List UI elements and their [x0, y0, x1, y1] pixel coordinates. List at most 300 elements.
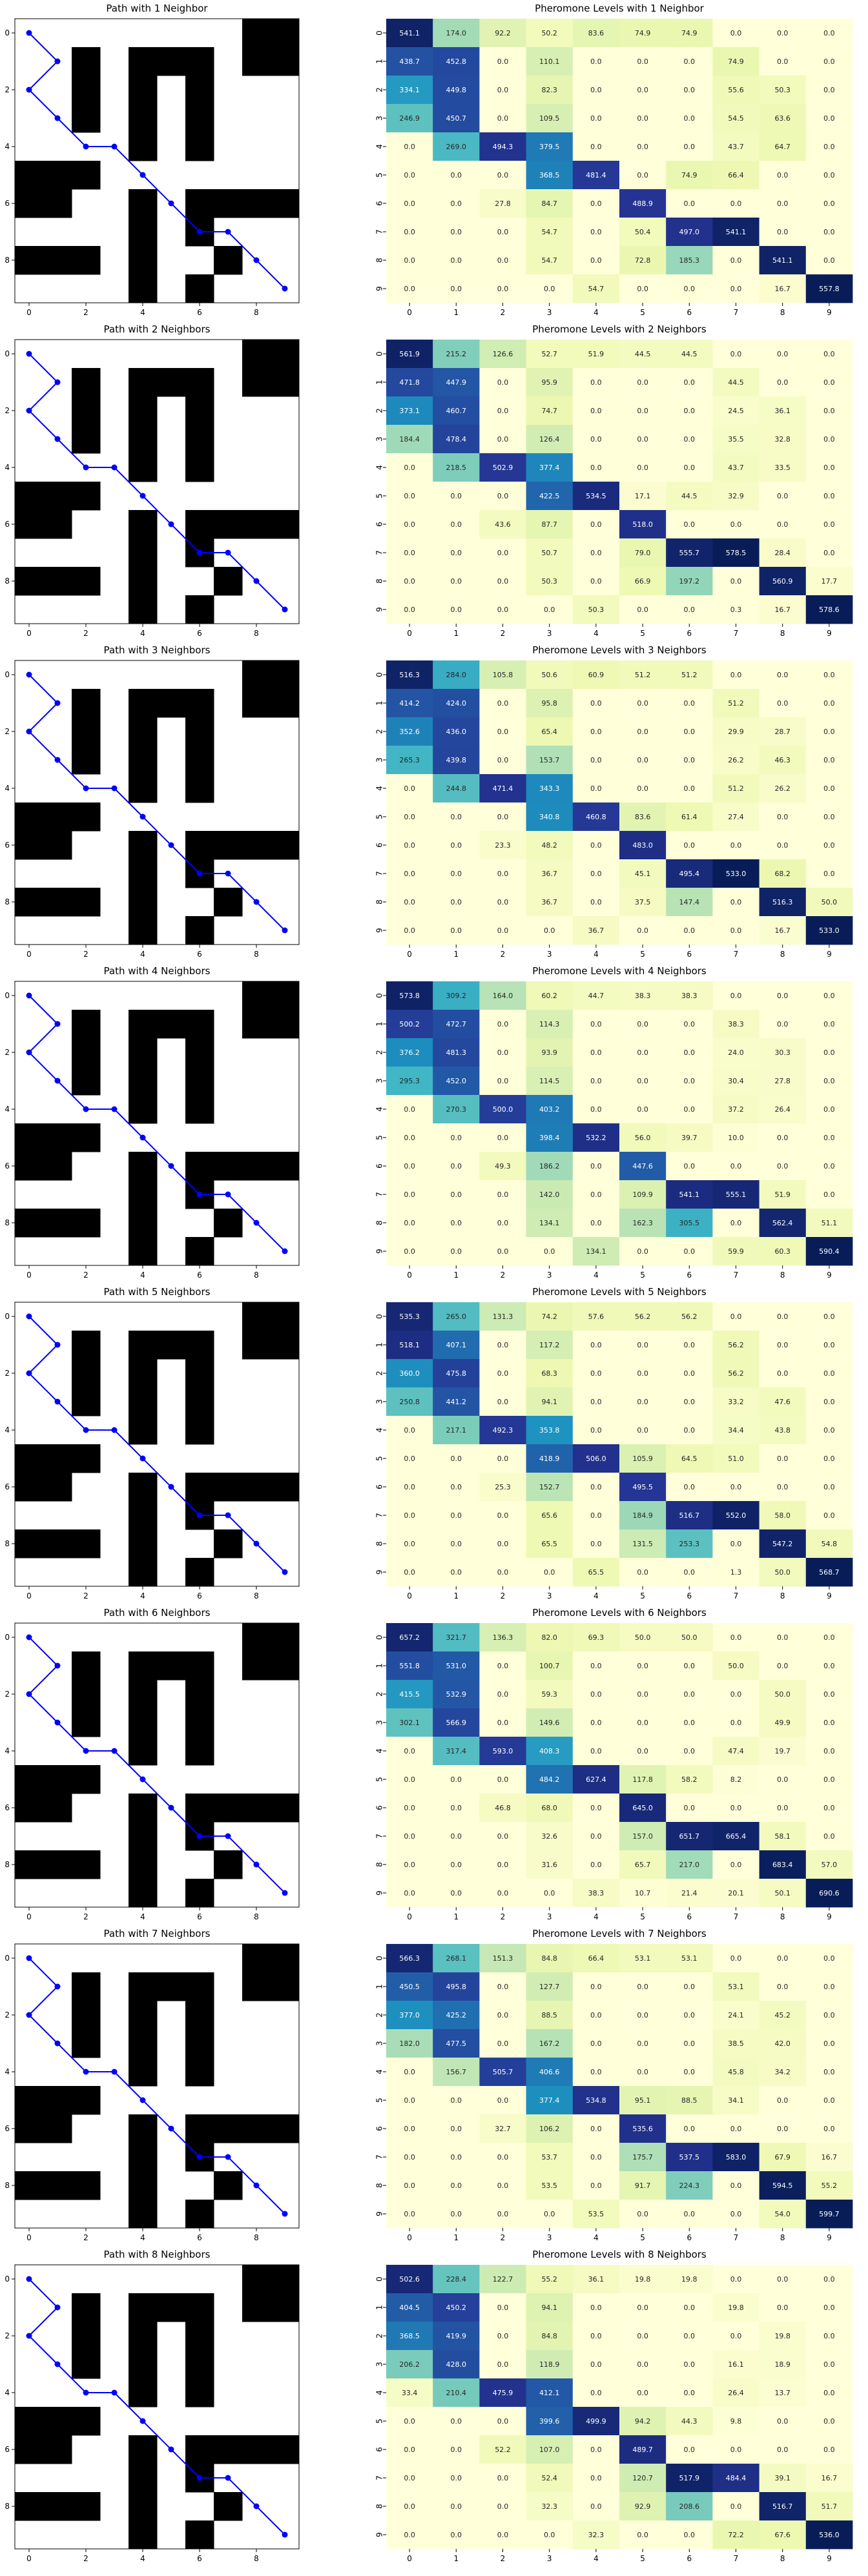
obstacle-cell: [271, 1010, 300, 1039]
heatmap-value-label: 42.0: [774, 2039, 790, 2048]
obstacle-cell: [185, 1237, 214, 1266]
heatmap-value-label: 52.7: [541, 350, 557, 358]
heatmap-value-label: 0.0: [497, 86, 509, 94]
obstacle-cell: [129, 538, 158, 567]
x-tick-label: 2: [500, 2233, 506, 2242]
heatmap-value-label: 182.0: [399, 2039, 420, 2048]
heatmap-value-label: 0.0: [823, 1775, 835, 1784]
path-point: [169, 1484, 174, 1490]
obstacle-cell: [271, 660, 300, 690]
heatmap-value-label: 0.0: [776, 813, 789, 821]
heatmap-value-label: 516.7: [772, 2502, 793, 2511]
heatmap-value-label: 0.0: [637, 2389, 648, 2397]
x-tick-label: 6: [687, 1591, 692, 1600]
y-tick-label: 2: [5, 2010, 10, 2019]
obstacle-cell: [72, 2086, 101, 2115]
heatmap-value-label: 0.0: [823, 1134, 835, 1142]
obstacle-cell: [185, 2001, 214, 2030]
y-tick-label: 7: [375, 871, 384, 876]
heatmap-value-label: 142.0: [539, 1191, 560, 1199]
x-tick-label: 5: [640, 308, 645, 317]
path-point: [26, 30, 32, 36]
path-plot: [5, 1928, 299, 2242]
heatmap-value-label: 131.3: [492, 1313, 513, 1321]
heatmap-value-label: 0.0: [590, 1341, 602, 1349]
heatmap-value-label: 541.1: [772, 256, 793, 265]
path-point: [26, 1371, 32, 1376]
heatmap-value-label: 0.0: [404, 1455, 415, 1463]
obstacle-cell: [214, 1794, 243, 1823]
path-point: [169, 843, 174, 848]
y-tick-label: 8: [375, 2183, 384, 2188]
heatmap-value-label: 53.1: [681, 1954, 698, 1963]
heatmap-value-label: 0.0: [637, 464, 648, 472]
x-tick-label: 4: [140, 1912, 145, 1921]
heatmap-value-label: 0.0: [590, 2474, 602, 2482]
obstacle-cell: [129, 1708, 158, 1737]
heatmap-value-label: 50.0: [681, 1633, 698, 1642]
heatmap-value-label: 0.0: [823, 407, 835, 415]
heatmap-value-label: 45.8: [728, 2068, 744, 2076]
path-point: [225, 1192, 231, 1198]
y-tick-label: 4: [375, 1748, 384, 1753]
heatmap-value-label: 1.3: [730, 1568, 742, 1577]
x-tick-label: 0: [26, 950, 32, 959]
heatmap-value-label: 17.1: [634, 492, 651, 500]
path-point: [197, 229, 203, 235]
heatmap-value-label: 16.7: [821, 2153, 838, 2162]
heatmap-value-label: 0.0: [683, 1568, 696, 1577]
heatmap-value-label: 0.0: [497, 1077, 509, 1085]
obstacle-cell: [271, 2114, 300, 2143]
heatmap-value-label: 0.0: [590, 1048, 602, 1057]
heatmap-value-label: 0.0: [404, 2474, 415, 2482]
y-tick-label: 3: [375, 1399, 384, 1404]
heatmap-value-label: 0.0: [823, 1804, 835, 1812]
heatmap-value-label: 532.9: [446, 1690, 467, 1699]
obstacle-cell: [15, 510, 44, 539]
path-point: [225, 871, 231, 877]
obstacle-cell: [185, 1737, 214, 1766]
y-tick-label: 6: [5, 2124, 10, 2133]
heatmap-value-label: 0.0: [450, 1775, 462, 1784]
heatmap-value-label: 0.0: [776, 992, 789, 1000]
obstacle-cell: [15, 1529, 44, 1559]
heatmap-value-label: 0.0: [543, 1889, 555, 1897]
heatmap-value-label: 0.0: [683, 926, 696, 935]
path-point: [197, 550, 203, 556]
y-tick-label: 3: [375, 2362, 384, 2367]
path-point: [55, 1021, 61, 1027]
obstacle-cell: [43, 567, 72, 596]
heatmap-value-label: 0.0: [590, 1398, 602, 1406]
heatmap-value-label: 0.0: [776, 1483, 789, 1491]
y-tick-label: 8: [5, 2502, 10, 2511]
y-tick-label: 1: [375, 1021, 384, 1027]
y-tick-label: 5: [375, 172, 384, 178]
heatmap-value-label: 0.0: [730, 2182, 742, 2190]
y-tick-label: 6: [5, 1161, 10, 1170]
heatmap-value-label: 414.2: [399, 699, 420, 708]
path-point: [140, 172, 146, 178]
heatmap-value-label: 353.8: [539, 1426, 560, 1435]
heatmap-value-label: 48.2: [541, 841, 557, 850]
heatmap-value-label: 0.0: [404, 1832, 415, 1841]
obstacle-cell: [242, 1623, 271, 1652]
path-plot-title: Path with 4 Neighbors: [103, 965, 211, 977]
heatmap-value-label: 9.8: [730, 2417, 742, 2426]
heatmap-value-label: 30.4: [728, 1077, 744, 1085]
obstacle-cell: [185, 2114, 214, 2143]
obstacle-cell: [129, 1558, 158, 1587]
heatmap-value-label: 0.0: [543, 1568, 555, 1577]
heatmap-value-label: 109.9: [632, 1191, 653, 1199]
path-point: [26, 408, 32, 414]
path-point: [55, 1399, 61, 1405]
heatmap-value-label: 88.5: [681, 2096, 698, 2105]
y-tick-label: 5: [375, 1135, 384, 1140]
obstacle-cell: [271, 189, 300, 218]
heatmap-value-label: 0.3: [730, 606, 742, 614]
heatmap-value-label: 534.8: [586, 2096, 606, 2105]
heatmap-value-label: 47.6: [774, 1398, 790, 1406]
heatmap-value-label: 0.0: [497, 699, 509, 708]
heatmap-value-label: 0.0: [497, 2502, 509, 2511]
heatmap-value-label: 532.2: [586, 1134, 606, 1142]
obstacle-cell: [185, 1152, 214, 1181]
x-tick-label: 9: [827, 308, 832, 317]
obstacle-cell: [129, 47, 158, 76]
heatmap-value-label: 0.0: [497, 728, 509, 736]
y-tick-label: 1: [375, 1663, 384, 1668]
heatmap-value-label: 0.0: [683, 1747, 696, 1755]
y-tick-label: 6: [375, 1484, 384, 1489]
heatmap-value-label: 406.6: [539, 2068, 560, 2076]
path-point: [197, 2154, 203, 2160]
heatmap-value-label: 0.0: [590, 378, 602, 387]
heatmap-value-label: 0.0: [823, 114, 835, 123]
heatmap-value-label: 83.6: [634, 813, 651, 821]
heatmap-value-label: 0.0: [730, 1690, 742, 1699]
heatmap-title: Pheromone Levels with 2 Neighbors: [532, 323, 707, 335]
heatmap-value-label: 535.3: [399, 1313, 420, 1321]
obstacle-cell: [43, 1473, 72, 1502]
heatmap-value-label: 447.6: [632, 1162, 653, 1170]
obstacle-cell: [129, 1359, 158, 1388]
heatmap-value-label: 0.0: [590, 756, 602, 764]
heatmap-value-label: 0.0: [730, 29, 742, 37]
heatmap-value-label: 0.0: [497, 606, 509, 614]
x-tick-label: 8: [780, 2233, 785, 2242]
heatmap-value-label: 0.0: [637, 1747, 648, 1755]
x-tick-label: 6: [687, 629, 692, 638]
heatmap-value-label: 19.8: [681, 2275, 698, 2284]
heatmap-value-label: 0.0: [823, 2332, 835, 2340]
obstacle-cell: [15, 482, 44, 511]
x-tick-label: 0: [26, 2554, 32, 2563]
obstacle-cell: [271, 1302, 300, 1331]
path-point: [112, 465, 118, 471]
heatmap-value-label: 627.4: [586, 1775, 606, 1784]
heatmap-value-label: 0.0: [823, 870, 835, 878]
path-plot-title: Path with 2 Neighbors: [103, 323, 211, 335]
obstacle-cell: [185, 1708, 214, 1737]
y-tick-label: 2: [5, 85, 10, 94]
heatmap-value-label: 0.0: [497, 1398, 509, 1406]
heatmap-value-label: 44.5: [681, 492, 698, 500]
heatmap-value-label: 0.0: [497, 114, 509, 123]
panel-7-neighbors: [5, 1928, 852, 2242]
heatmap-value-label: 114.3: [539, 1020, 560, 1028]
heatmap-value-label: 0.0: [730, 992, 742, 1000]
heatmap-value-label: 0.0: [637, 1247, 648, 1256]
heatmap-value-label: 175.7: [632, 2153, 653, 2162]
obstacle-cell: [43, 189, 72, 218]
heatmap-value-label: 412.1: [539, 2389, 560, 2397]
obstacle-cell: [129, 689, 158, 718]
obstacle-cell: [271, 1944, 300, 1973]
heatmap-value-label: 368.5: [399, 2332, 420, 2340]
heatmap-value-label: 495.4: [679, 870, 700, 878]
obstacle-cell: [72, 2293, 101, 2322]
heatmap-value-label: 0.0: [404, 228, 415, 236]
heatmap-value-label: 0.0: [404, 1483, 415, 1491]
obstacle-cell: [185, 132, 214, 161]
obstacle-cell: [129, 1152, 158, 1181]
x-tick-label: 4: [140, 950, 145, 959]
heatmap-value-label: 0.0: [543, 285, 555, 293]
obstacle-cell: [185, 1680, 214, 1709]
heatmap-value-label: 32.7: [495, 2125, 511, 2133]
obstacle-cell: [242, 1302, 271, 1331]
obstacle-cell: [72, 1038, 101, 1067]
heatmap-value-label: 0.0: [543, 926, 555, 935]
obstacle-cell: [242, 340, 271, 369]
obstacle-cell: [72, 2350, 101, 2379]
heatmap-value-label: 377.4: [539, 464, 560, 472]
path-point: [254, 578, 260, 584]
heatmap-value-label: 0.0: [683, 1077, 696, 1085]
path-point: [254, 899, 260, 905]
heatmap-value-label: 184.4: [399, 435, 420, 444]
heatmap-value-label: 0.0: [730, 1633, 742, 1642]
heatmap-value-label: 29.9: [728, 728, 744, 736]
obstacle-cell: [129, 510, 158, 539]
obstacle-cell: [129, 1822, 158, 1851]
heatmap-value-label: 0.0: [823, 86, 835, 94]
x-tick-label: 4: [140, 2554, 145, 2563]
heatmap-value-label: 0.0: [683, 86, 696, 94]
path-point: [83, 786, 89, 792]
y-tick-label: 2: [5, 727, 10, 736]
obstacle-cell: [185, 1038, 214, 1067]
heatmap-value-label: 0.0: [823, 1048, 835, 1057]
obstacle-cell: [129, 1501, 158, 1530]
x-tick-label: 8: [780, 629, 785, 638]
heatmap-value-label: 107.0: [539, 2446, 560, 2454]
heatmap-value-label: 0.0: [683, 2304, 696, 2312]
obstacle-cell: [43, 1123, 72, 1152]
heatmap-value-label: 265.3: [399, 756, 420, 764]
heatmap-value-label: 79.0: [634, 549, 651, 557]
heatmap-value-label: 32.6: [541, 1832, 557, 1841]
x-tick-label: 8: [780, 2554, 785, 2563]
heatmap-value-label: 0.0: [637, 1983, 648, 1991]
heatmap-value-label: 0.0: [404, 1219, 415, 1227]
heatmap-value-label: 0.0: [497, 378, 509, 387]
obstacle-cell: [214, 1152, 243, 1181]
obstacle-cell: [271, 1152, 300, 1181]
heatmap-value-label: 45.1: [634, 870, 651, 878]
heatmap-value-label: 105.9: [632, 1455, 653, 1463]
x-tick-label: 0: [407, 2233, 412, 2242]
obstacle-cell: [185, 1359, 214, 1388]
heatmap-value-label: 164.0: [492, 992, 513, 1000]
heatmap-value-label: 44.3: [681, 2417, 698, 2426]
heatmap-value-label: 665.4: [725, 1832, 747, 1841]
path-point: [282, 1249, 288, 1254]
heatmap-value-label: 0.0: [590, 870, 602, 878]
path-point: [140, 1777, 146, 1783]
heatmap-value-label: 72.8: [634, 256, 651, 265]
heatmap-value-label: 0.0: [683, 199, 696, 208]
heatmap-value-label: 0.0: [637, 1398, 648, 1406]
heatmap-value-label: 0.0: [404, 1775, 415, 1784]
heatmap-value-label: 0.0: [497, 2304, 509, 2312]
heatmap-value-label: 39.1: [774, 2474, 790, 2482]
heatmap-value-label: 19.8: [728, 2304, 744, 2312]
heatmap-value-label: 82.0: [541, 1633, 557, 1642]
heatmap-value-label: 0.0: [730, 1483, 742, 1491]
y-tick-label: 8: [375, 258, 384, 263]
path-point: [140, 1456, 146, 1462]
heatmap-value-label: 51.2: [634, 671, 651, 679]
path-point: [282, 2532, 288, 2538]
path-point: [26, 1314, 32, 1320]
heatmap-value-label: 0.0: [823, 2275, 835, 2284]
heatmap-value-label: 0.0: [823, 1398, 835, 1406]
x-tick-label: 6: [687, 1912, 692, 1921]
y-tick-label: 6: [5, 1482, 10, 1491]
heatmap-value-label: 87.7: [541, 520, 557, 529]
heatmap-value-label: 502.6: [399, 2275, 420, 2284]
path-point: [55, 59, 61, 65]
heatmap-value-label: 0.0: [683, 407, 696, 415]
heatmap-value-label: 0.0: [590, 2502, 602, 2511]
heatmap-value-label: 0.0: [404, 2182, 415, 2190]
heatmap-value-label: 0.0: [823, 29, 835, 37]
heatmap-value-label: 0.0: [637, 784, 648, 793]
y-tick-label: 9: [375, 1890, 384, 1896]
heatmap-value-label: 94.1: [541, 1398, 557, 1406]
obstacle-cell: [72, 1765, 101, 1794]
panel-3-neighbors: [5, 644, 852, 959]
heatmap-value-label: 0.0: [776, 671, 789, 679]
heatmap-value-label: 399.6: [539, 2417, 560, 2426]
heatmap-value-label: 334.1: [399, 86, 420, 94]
obstacle-cell: [72, 47, 101, 76]
path-point: [197, 2475, 203, 2481]
obstacle-cell: [157, 1010, 186, 1039]
heatmap-value-label: 0.0: [497, 256, 509, 265]
obstacle-cell: [271, 47, 300, 76]
obstacle-cell: [185, 1879, 214, 1908]
heatmap-value-label: 0.0: [730, 520, 742, 529]
obstacle-cell: [185, 1387, 214, 1416]
obstacle-cell: [72, 717, 101, 746]
heatmap-value-label: 578.6: [819, 606, 840, 614]
y-tick-label: 7: [375, 229, 384, 234]
heatmap-value-label: 32.3: [588, 2531, 604, 2539]
heatmap-value-label: 0.0: [776, 1020, 789, 1028]
heatmap-value-label: 43.7: [728, 143, 744, 151]
heatmap-value-label: 460.7: [446, 407, 467, 415]
heatmap-value-label: 408.3: [539, 1747, 560, 1755]
heatmap-value-label: 471.8: [399, 378, 420, 387]
path-point: [55, 2041, 61, 2047]
heatmap-value-label: 0.0: [590, 2360, 602, 2369]
heatmap-value-label: 17.7: [821, 577, 838, 586]
obstacle-cell: [157, 1331, 186, 1360]
heatmap-value-label: 84.8: [541, 1954, 557, 1963]
heatmap-value-label: 0.0: [683, 378, 696, 387]
path-point: [140, 2418, 146, 2424]
heatmap-value-label: 92.9: [634, 2502, 651, 2511]
heatmap-value-label: 377.4: [539, 2096, 560, 2105]
heatmap-value-label: 26.2: [774, 784, 790, 793]
heatmap-value-label: 562.4: [772, 1219, 793, 1227]
heatmap-value-label: 0.0: [590, 114, 602, 123]
heatmap-value-label: 489.7: [632, 2446, 653, 2454]
heatmap-value-label: 67.6: [774, 2531, 790, 2539]
heatmap-value-label: 352.6: [399, 728, 420, 736]
heatmap-value-label: 72.2: [728, 2531, 744, 2539]
heatmap-value-label: 0.0: [404, 1861, 415, 1869]
heatmap-value-label: 0.0: [543, 2531, 555, 2539]
obstacle-cell: [242, 831, 271, 860]
heatmap-value-label: 20.1: [728, 1889, 744, 1897]
y-tick-label: 1: [375, 1984, 384, 1989]
heatmap-value-label: 657.2: [399, 1633, 420, 1642]
heatmap-value-label: 0.0: [823, 1662, 835, 1670]
y-tick-label: 0: [5, 670, 10, 679]
heatmap-value-label: 517.9: [679, 2474, 700, 2482]
obstacle-cell: [43, 2407, 72, 2436]
heatmap-value-label: 0.0: [823, 1369, 835, 1378]
heatmap-value-label: 475.8: [446, 1369, 467, 1378]
heatmap-value-label: 10.7: [634, 1889, 651, 1897]
heatmap-value-label: 95.9: [541, 378, 557, 387]
heatmap-value-label: 305.5: [679, 1219, 700, 1227]
obstacle-cell: [72, 1209, 101, 1238]
heatmap-value-label: 53.7: [541, 2153, 557, 2162]
heatmap-value-label: 494.3: [492, 143, 513, 151]
obstacle-cell: [214, 2435, 243, 2464]
obstacle-cell: [214, 1473, 243, 1502]
heatmap-value-label: 0.0: [590, 577, 602, 586]
obstacle-cell: [129, 1850, 158, 1879]
heatmap-value-label: 57.0: [821, 1861, 838, 1869]
heatmap-value-label: 50.0: [821, 898, 838, 906]
path-plot: [5, 323, 299, 638]
heatmap-value-label: 516.3: [772, 898, 793, 906]
heatmap-value-label: 552.0: [725, 1511, 747, 1520]
obstacle-cell: [15, 567, 44, 596]
heatmap-value-label: 0.0: [450, 2417, 462, 2426]
heatmap-value-label: 28.4: [774, 549, 790, 557]
panel-1-neighbors: [5, 3, 852, 317]
obstacle-cell: [185, 425, 214, 454]
